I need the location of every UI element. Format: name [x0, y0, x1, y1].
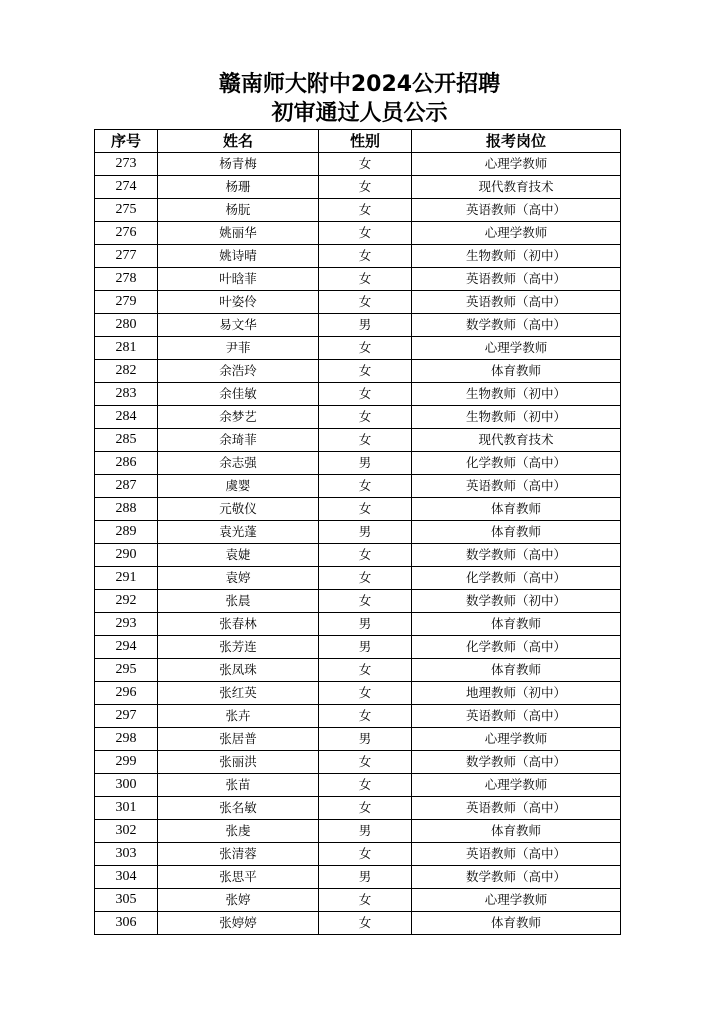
cell-serial-number: 306: [95, 912, 158, 935]
cell-gender: 女: [319, 774, 412, 797]
cell-serial-number: 276: [95, 222, 158, 245]
cell-gender: 女: [319, 544, 412, 567]
table-row: [95, 383, 621, 406]
cell-serial-number: 294: [95, 636, 158, 659]
table-row: [95, 222, 621, 245]
table-row: [95, 337, 621, 360]
cell-serial-number: 281: [95, 337, 158, 360]
cell-name: 张春林: [158, 613, 319, 636]
cell-serial-number: 286: [95, 452, 158, 475]
cell-position: 体育教师: [412, 521, 621, 544]
cell-name: 张晨: [158, 590, 319, 613]
cell-gender: 女: [319, 429, 412, 452]
cell-serial-number: 302: [95, 820, 158, 843]
cell-position: 英语教师（高中）: [412, 843, 621, 866]
table-row: [95, 659, 621, 682]
table-row: [95, 452, 621, 475]
table-row: [95, 153, 621, 176]
cell-position: 心理学教师: [412, 774, 621, 797]
cell-name: 余佳敏: [158, 383, 319, 406]
cell-serial-number: 300: [95, 774, 158, 797]
cell-name: 叶晗菲: [158, 268, 319, 291]
cell-serial-number: 274: [95, 176, 158, 199]
cell-gender: 女: [319, 360, 412, 383]
cell-gender: 男: [319, 613, 412, 636]
table-row: [95, 429, 621, 452]
table-row: [95, 475, 621, 498]
cell-serial-number: 285: [95, 429, 158, 452]
cell-serial-number: 283: [95, 383, 158, 406]
cell-gender: 女: [319, 222, 412, 245]
table-row: [95, 912, 621, 935]
header-position: 报考岗位: [412, 130, 621, 153]
cell-position: 心理学教师: [412, 728, 621, 751]
cell-name: 虞婴: [158, 475, 319, 498]
cell-gender: 男: [319, 728, 412, 751]
cell-gender: 女: [319, 659, 412, 682]
cell-name: 姚丽华: [158, 222, 319, 245]
cell-name: 张苗: [158, 774, 319, 797]
cell-serial-number: 303: [95, 843, 158, 866]
cell-serial-number: 305: [95, 889, 158, 912]
cell-gender: 女: [319, 751, 412, 774]
cell-gender: 男: [319, 521, 412, 544]
table-row: [95, 314, 621, 337]
cell-name: 姚诗晴: [158, 245, 319, 268]
cell-name: 元敬仪: [158, 498, 319, 521]
cell-gender: 女: [319, 843, 412, 866]
cell-gender: 女: [319, 797, 412, 820]
cell-gender: 女: [319, 268, 412, 291]
table-row: [95, 751, 621, 774]
cell-gender: 女: [319, 245, 412, 268]
cell-position: 体育教师: [412, 659, 621, 682]
table-row: [95, 797, 621, 820]
cell-name: 杨朊: [158, 199, 319, 222]
cell-serial-number: 288: [95, 498, 158, 521]
cell-serial-number: 296: [95, 682, 158, 705]
table-row: [95, 613, 621, 636]
cell-gender: 男: [319, 452, 412, 475]
table-row: [95, 498, 621, 521]
cell-name: 张婷婷: [158, 912, 319, 935]
cell-serial-number: 304: [95, 866, 158, 889]
cell-position: 体育教师: [412, 360, 621, 383]
cell-serial-number: 292: [95, 590, 158, 613]
cell-name: 张名敏: [158, 797, 319, 820]
cell-serial-number: 275: [95, 199, 158, 222]
table-row: [95, 820, 621, 843]
header-name: 姓名: [158, 130, 319, 153]
cell-position: 体育教师: [412, 613, 621, 636]
cell-gender: 女: [319, 498, 412, 521]
cell-position: 数学教师（高中）: [412, 544, 621, 567]
cell-gender: 男: [319, 820, 412, 843]
cell-serial-number: 273: [95, 153, 158, 176]
cell-position: 数学教师（高中）: [412, 751, 621, 774]
cell-position: 化学教师（高中）: [412, 636, 621, 659]
cell-name: 袁光蓬: [158, 521, 319, 544]
cell-serial-number: 295: [95, 659, 158, 682]
table-row: [95, 268, 621, 291]
table-body: [95, 153, 621, 935]
table-row: [95, 590, 621, 613]
cell-name: 余志强: [158, 452, 319, 475]
cell-gender: 女: [319, 383, 412, 406]
cell-serial-number: 298: [95, 728, 158, 751]
table-row: [95, 521, 621, 544]
cell-gender: 男: [319, 866, 412, 889]
cell-gender: 女: [319, 475, 412, 498]
cell-name: 张丽洪: [158, 751, 319, 774]
cell-gender: 女: [319, 406, 412, 429]
header-serial-number: 序号: [95, 130, 158, 153]
cell-position: 英语教师（高中）: [412, 797, 621, 820]
cell-position: 生物教师（初中）: [412, 406, 621, 429]
cell-serial-number: 293: [95, 613, 158, 636]
cell-position: 心理学教师: [412, 222, 621, 245]
cell-position: 数学教师（高中）: [412, 866, 621, 889]
cell-name: 张虔: [158, 820, 319, 843]
cell-position: 心理学教师: [412, 889, 621, 912]
table-row: [95, 406, 621, 429]
cell-name: 袁婷: [158, 567, 319, 590]
cell-position: 现代教育技术: [412, 176, 621, 199]
cell-serial-number: 291: [95, 567, 158, 590]
cell-serial-number: 301: [95, 797, 158, 820]
cell-position: 化学教师（高中）: [412, 452, 621, 475]
table-row: [95, 544, 621, 567]
table-row: [95, 291, 621, 314]
header-gender: 性别: [319, 130, 412, 153]
cell-position: 化学教师（高中）: [412, 567, 621, 590]
table-row: [95, 889, 621, 912]
cell-serial-number: 284: [95, 406, 158, 429]
cell-name: 张红英: [158, 682, 319, 705]
cell-position: 心理学教师: [412, 153, 621, 176]
table-row: [95, 567, 621, 590]
cell-position: 体育教师: [412, 498, 621, 521]
cell-position: 现代教育技术: [412, 429, 621, 452]
cell-name: 张思平: [158, 866, 319, 889]
cell-position: 地理教师（初中）: [412, 682, 621, 705]
cell-gender: 男: [319, 314, 412, 337]
cell-position: 英语教师（高中）: [412, 705, 621, 728]
document-subtitle: 初审通过人员公示: [271, 101, 448, 126]
cell-name: 袁婕: [158, 544, 319, 567]
cell-name: 张婷: [158, 889, 319, 912]
cell-serial-number: 282: [95, 360, 158, 383]
cell-gender: 女: [319, 590, 412, 613]
table-row: [95, 774, 621, 797]
cell-serial-number: 289: [95, 521, 158, 544]
cell-position: 英语教师（高中）: [412, 475, 621, 498]
cell-name: 余浩玲: [158, 360, 319, 383]
cell-gender: 女: [319, 176, 412, 199]
cell-name: 杨珊: [158, 176, 319, 199]
cell-gender: 女: [319, 291, 412, 314]
cell-name: 张卉: [158, 705, 319, 728]
table-row: [95, 682, 621, 705]
table-row: [95, 245, 621, 268]
cell-position: 数学教师（初中）: [412, 590, 621, 613]
cell-position: 数学教师（高中）: [412, 314, 621, 337]
table-header-row: [95, 130, 621, 153]
cell-position: 生物教师（初中）: [412, 383, 621, 406]
table-row: [95, 866, 621, 889]
cell-name: 张居普: [158, 728, 319, 751]
cell-gender: 男: [319, 636, 412, 659]
table-row: [95, 705, 621, 728]
table-row: [95, 728, 621, 751]
cell-name: 杨青梅: [158, 153, 319, 176]
cell-name: 尹菲: [158, 337, 319, 360]
table-row: [95, 636, 621, 659]
cell-serial-number: 290: [95, 544, 158, 567]
cell-serial-number: 280: [95, 314, 158, 337]
cell-serial-number: 287: [95, 475, 158, 498]
cell-name: 余梦艺: [158, 406, 319, 429]
cell-position: 体育教师: [412, 912, 621, 935]
cell-serial-number: 279: [95, 291, 158, 314]
cell-position: 英语教师（高中）: [412, 268, 621, 291]
cell-gender: 女: [319, 153, 412, 176]
cell-position: 体育教师: [412, 820, 621, 843]
cell-gender: 女: [319, 337, 412, 360]
cell-position: 生物教师（初中）: [412, 245, 621, 268]
cell-serial-number: 297: [95, 705, 158, 728]
cell-gender: 女: [319, 199, 412, 222]
cell-serial-number: 278: [95, 268, 158, 291]
cell-name: 余琦菲: [158, 429, 319, 452]
cell-gender: 女: [319, 567, 412, 590]
cell-position: 英语教师（高中）: [412, 291, 621, 314]
table-row: [95, 176, 621, 199]
cell-position: 心理学教师: [412, 337, 621, 360]
cell-serial-number: 277: [95, 245, 158, 268]
document-title: 赣南师大附中2024公开招聘: [218, 72, 501, 97]
cell-name: 叶姿伶: [158, 291, 319, 314]
table-row: [95, 843, 621, 866]
cell-gender: 女: [319, 889, 412, 912]
cell-name: 张清蓉: [158, 843, 319, 866]
cell-name: 易文华: [158, 314, 319, 337]
cell-gender: 女: [319, 705, 412, 728]
table-row: [95, 199, 621, 222]
cell-name: 张凤珠: [158, 659, 319, 682]
cell-gender: 女: [319, 682, 412, 705]
cell-position: 英语教师（高中）: [412, 199, 621, 222]
candidate-table: [94, 129, 621, 935]
cell-serial-number: 299: [95, 751, 158, 774]
cell-name: 张芳连: [158, 636, 319, 659]
table-row: [95, 360, 621, 383]
cell-gender: 女: [319, 912, 412, 935]
